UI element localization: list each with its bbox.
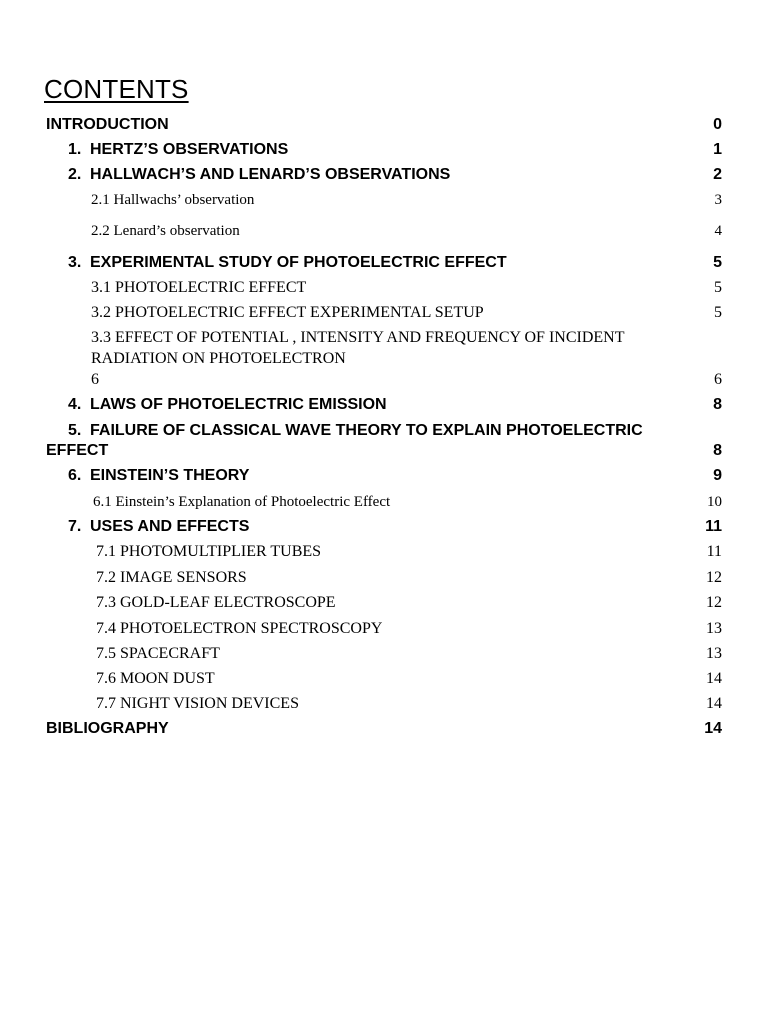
toc-label: 7.1 PHOTOMULTIPLIER TUBES [96,543,322,560]
toc-entry-subsection-3-3 [0,329,768,393]
toc-entry-section-6 [0,467,768,487]
toc-entry-subsection-6-1 [0,494,768,514]
toc-label: LAWS OF PHOTOELECTRIC EMISSION [90,396,387,413]
toc-label: USES AND EFFECTS [90,518,250,535]
toc-entry-section-4 [0,396,768,416]
toc-page-number: 11 [706,543,722,560]
toc-entry-subsection-7-5 [0,645,768,665]
toc-label: 3.2 PHOTOELECTRIC EFFECT EXPERIMENTAL SETUP [91,304,484,321]
toc-page-number: 9 [713,467,722,484]
toc-entry-subsection-3-2 [0,304,768,324]
toc-label-line-1: FAILURE OF CLASSICAL WAVE THEORY TO EXPLAIN PHOTOELECTRIC [90,422,643,439]
toc-page-number: 5 [714,279,722,296]
toc-entry-subsection-7-6 [0,670,768,690]
toc-entry-subsection-2-2 [0,223,768,243]
toc-page-number: 4 [714,223,722,239]
toc-entry-section-5 [0,422,768,462]
toc-page-number: 5 [713,254,722,271]
toc-entry-bibliography [0,720,768,740]
toc-page-number: 8 [713,396,722,413]
toc-page-number: 8 [713,442,722,459]
toc-entry-subsection-3-1 [0,279,768,299]
toc-section-number: 4. [68,396,82,413]
toc-label: HERTZ’S OBSERVATIONS [90,141,289,158]
toc-label: 2.2 Lenard’s observation [91,223,240,239]
toc-label: INTRODUCTION [46,116,169,133]
toc-page-number: 12 [706,569,722,586]
toc-page-number: 10 [707,494,722,510]
toc-page-number: 5 [714,304,722,321]
toc-page-number: 0 [713,116,722,133]
toc-page-number: 3 [714,192,722,208]
toc-label: EXPERIMENTAL STUDY OF PHOTOELECTRIC EFFECT [90,254,507,271]
toc-label: 7.5 SPACECRAFT [96,645,220,662]
toc-label-line-1: 3.3 EFFECT OF POTENTIAL , INTENSITY AND FREQUENCY OF INCIDENT [91,329,625,346]
toc-entry-subsection-7-7 [0,695,768,715]
toc-label: 7.6 MOON DUST [96,670,215,687]
toc-label-line-2: EFFECT [46,442,109,459]
toc-page-number: 12 [706,594,722,611]
toc-label: 2.1 Hallwachs’ observation [91,192,255,208]
toc-entry-subsection-7-4 [0,620,768,640]
toc-label: 6.1 Einstein’s Explanation of Photoelectric Effect [93,494,391,510]
toc-label: 3.1 PHOTOELECTRIC EFFECT [91,279,307,296]
toc-label: 7.2 IMAGE SENSORS [96,569,247,586]
toc-section-number: 5. [68,422,82,439]
contents-heading: CONTENTS [44,74,189,104]
toc-label: 7.7 NIGHT VISION DEVICES [96,695,299,712]
toc-section-number: 3. [68,254,82,271]
toc-section-number: 2. [68,166,82,183]
toc-label: 7.4 PHOTOELECTRON SPECTROSCOPY [96,620,383,637]
toc-entry-subsection-7-1 [0,543,768,563]
toc-page-number: 1 [713,141,722,158]
toc-entry-subsection-2-1 [0,192,768,212]
toc-entry-introduction [0,116,768,136]
toc-label: HALLWACH’S AND LENARD’S OBSERVATIONS [90,166,451,183]
toc-label: EINSTEIN’S THEORY [90,467,250,484]
toc-label-line-3: 6 [91,371,99,388]
toc-page-number: 13 [706,620,722,637]
toc-label-line-2: RADIATION ON PHOTOELECTRON [91,350,346,367]
toc-page-number: 11 [705,518,722,535]
toc-entry-section-2 [0,166,768,186]
toc-label: BIBLIOGRAPHY [46,720,169,737]
toc-entry-subsection-7-2 [0,569,768,589]
toc-entry-section-3 [0,254,768,274]
toc-page-number: 14 [706,695,722,712]
toc-section-number: 7. [68,518,82,535]
toc-page-number: 13 [706,645,722,662]
toc-page-number: 6 [714,371,722,388]
toc-page-number: 14 [704,720,722,737]
toc-entry-section-1 [0,141,768,161]
toc-section-number: 1. [68,141,82,158]
toc-page-number: 2 [713,166,722,183]
toc-page-number: 14 [706,670,722,687]
toc-entry-subsection-7-3 [0,594,768,614]
toc-section-number: 6. [68,467,82,484]
toc-label: 7.3 GOLD-LEAF ELECTROSCOPE [96,594,336,611]
toc-entry-section-7 [0,518,768,538]
